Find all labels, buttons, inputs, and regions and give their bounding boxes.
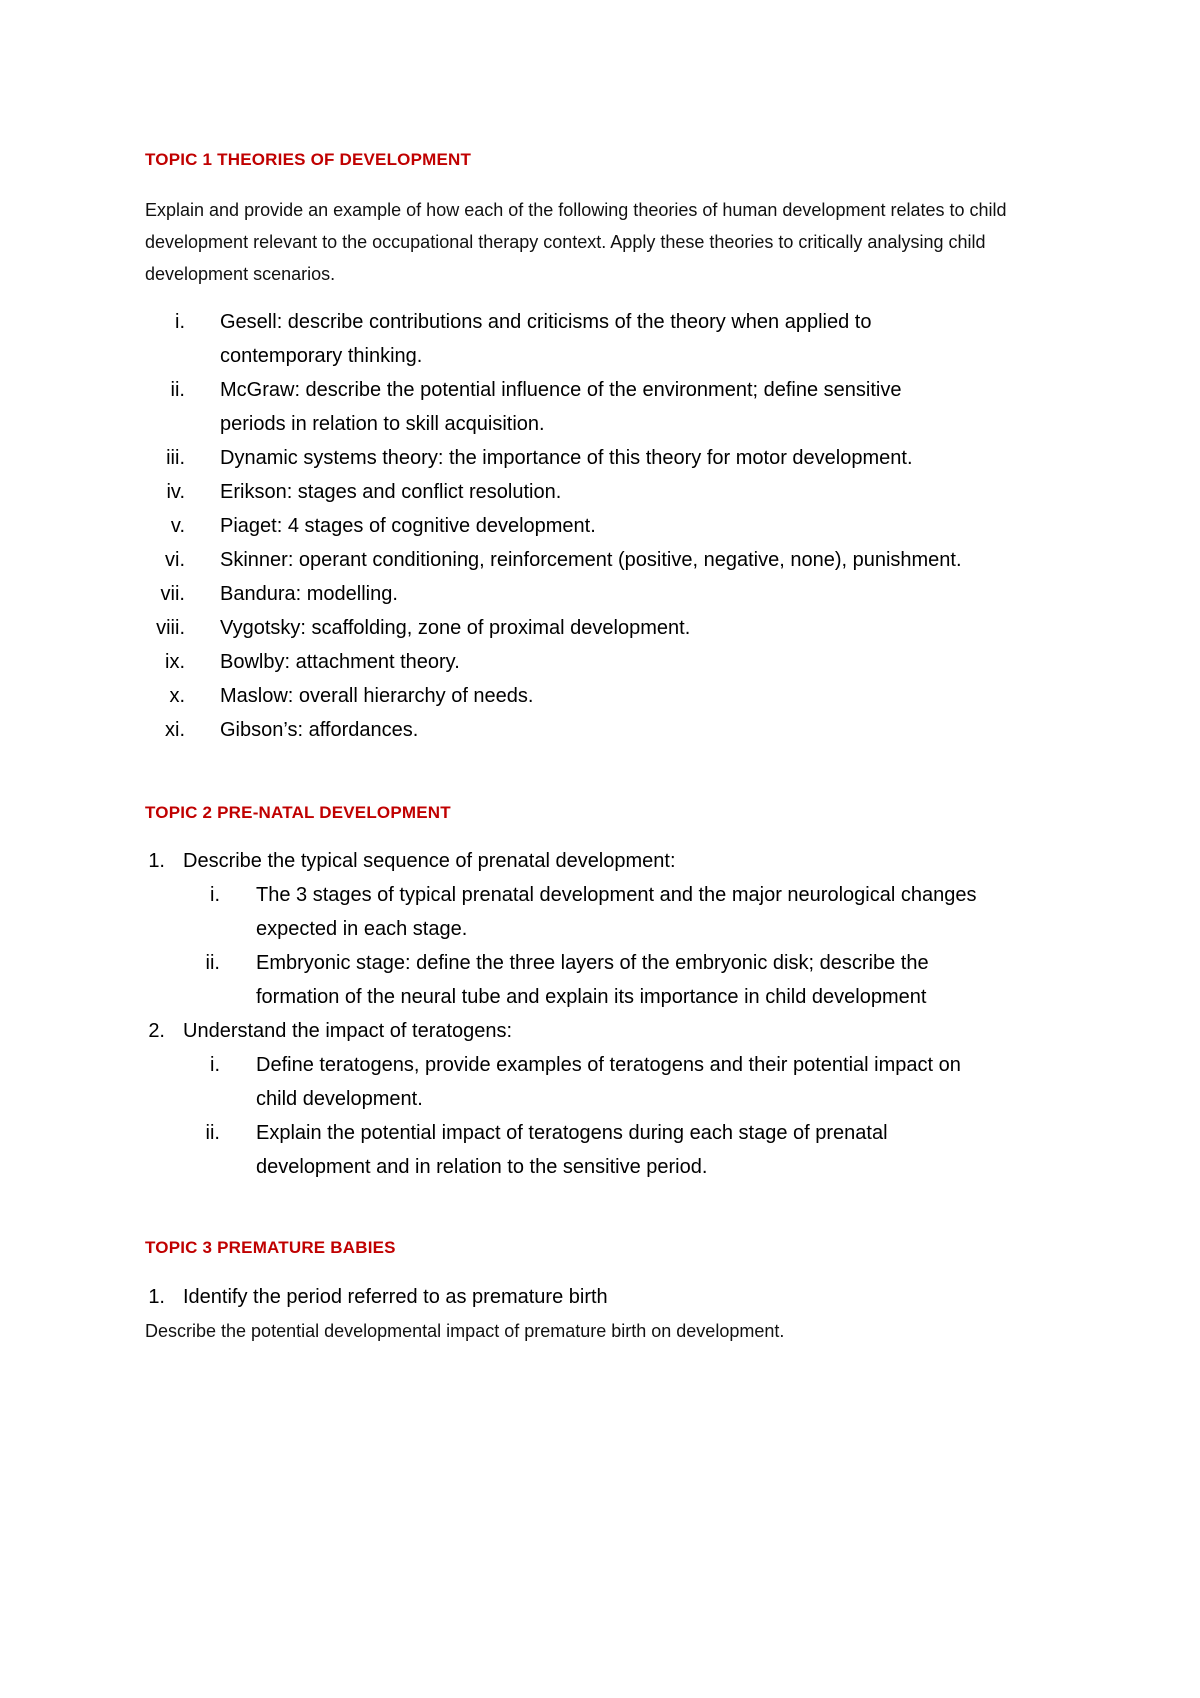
list-text-line2: periods in relation to skill acquisition. bbox=[220, 413, 545, 435]
list-marker: v. bbox=[170, 515, 185, 537]
list-text-line2: child development. bbox=[256, 1088, 423, 1110]
list-marker: xi. bbox=[165, 719, 185, 741]
list-marker: 2. bbox=[148, 1020, 165, 1042]
list-text-line1: McGraw: describe the potential influence of the environment; define sensitive bbox=[220, 379, 902, 401]
list-text-line2: expected in each stage. bbox=[256, 918, 468, 940]
list-text: Bowlby: attachment theory. bbox=[220, 651, 460, 673]
list-text bbox=[256, 1048, 961, 1116]
list-marker: x. bbox=[169, 685, 185, 707]
list-text: Identify the period referred to as premature birth bbox=[183, 1286, 608, 1308]
list-text: Piaget: 4 stages of cognitive development. bbox=[220, 515, 596, 537]
list-marker: vii. bbox=[160, 583, 185, 605]
list-marker: i. bbox=[175, 311, 185, 333]
list-text: Vygotsky: scaffolding, zone of proximal development. bbox=[220, 617, 691, 639]
list-text: Gibson’s: affordances. bbox=[220, 719, 419, 741]
list-text: Maslow: overall hierarchy of needs. bbox=[220, 685, 534, 707]
list-text: Bandura: modelling. bbox=[220, 583, 398, 605]
list-text bbox=[220, 373, 901, 441]
list-text: Skinner: operant conditioning, reinforcement (positive, negative, none), punishment. bbox=[220, 549, 962, 571]
list-text-line2: contemporary thinking. bbox=[220, 345, 423, 367]
topic1-intro-text: Explain and provide an example of how each of the following theories of human development relates to child development relevant to the occupational therapy context. Apply these theories to critically analysing child development scenarios. bbox=[145, 200, 1007, 284]
list-marker: i. bbox=[210, 884, 220, 906]
list-text bbox=[256, 1116, 888, 1184]
list-marker: i. bbox=[210, 1054, 220, 1076]
list-text bbox=[220, 305, 871, 373]
list-marker: vi. bbox=[165, 549, 185, 571]
topic2-heading: TOPIC 2 PRE-NATAL DEVELOPMENT bbox=[145, 803, 451, 822]
list-text-line1: The 3 stages of typical prenatal development and the major neurological changes bbox=[256, 884, 977, 906]
list-text-line2: development and in relation to the sensitive period. bbox=[256, 1156, 708, 1178]
list-marker: ii. bbox=[205, 1122, 220, 1144]
list-marker: 1. bbox=[148, 1286, 165, 1308]
list-text: Understand the impact of teratogens: bbox=[183, 1020, 513, 1042]
list-marker: 1. bbox=[148, 850, 165, 872]
list-text-line1: Define teratogens, provide examples of teratogens and their potential impact on bbox=[256, 1054, 961, 1076]
topic1-heading: TOPIC 1 THEORIES OF DEVELOPMENT bbox=[145, 150, 472, 169]
list-marker: iii. bbox=[166, 447, 185, 469]
list-text-line1: Explain the potential impact of teratogens during each stage of prenatal bbox=[256, 1122, 888, 1144]
list-marker: ix. bbox=[165, 651, 185, 673]
list-text-line1: Embryonic stage: define the three layers of the embryonic disk; describe the bbox=[256, 952, 929, 974]
list-text-line2: formation of the neural tube and explain its importance in child development bbox=[256, 986, 927, 1008]
topic3-heading: TOPIC 3 PREMATURE BABIES bbox=[145, 1238, 396, 1257]
list-text bbox=[256, 946, 929, 1014]
list-text: Erikson: stages and conflict resolution. bbox=[220, 481, 562, 503]
list-text bbox=[256, 878, 976, 946]
topic3-description: Describe the potential developmental impact of premature birth on development. bbox=[145, 1321, 785, 1341]
topic1-intro bbox=[145, 194, 1090, 290]
list-text-line1: Gesell: describe contributions and criticisms of the theory when applied to bbox=[220, 311, 872, 333]
list-marker: ii. bbox=[205, 952, 220, 974]
list-marker: iv. bbox=[166, 481, 185, 503]
list-text: Dynamic systems theory: the importance of this theory for motor development. bbox=[220, 447, 913, 469]
list-marker: viii. bbox=[156, 617, 185, 639]
list-text: Describe the typical sequence of prenatal development: bbox=[183, 850, 676, 872]
list-marker: ii. bbox=[170, 379, 185, 401]
